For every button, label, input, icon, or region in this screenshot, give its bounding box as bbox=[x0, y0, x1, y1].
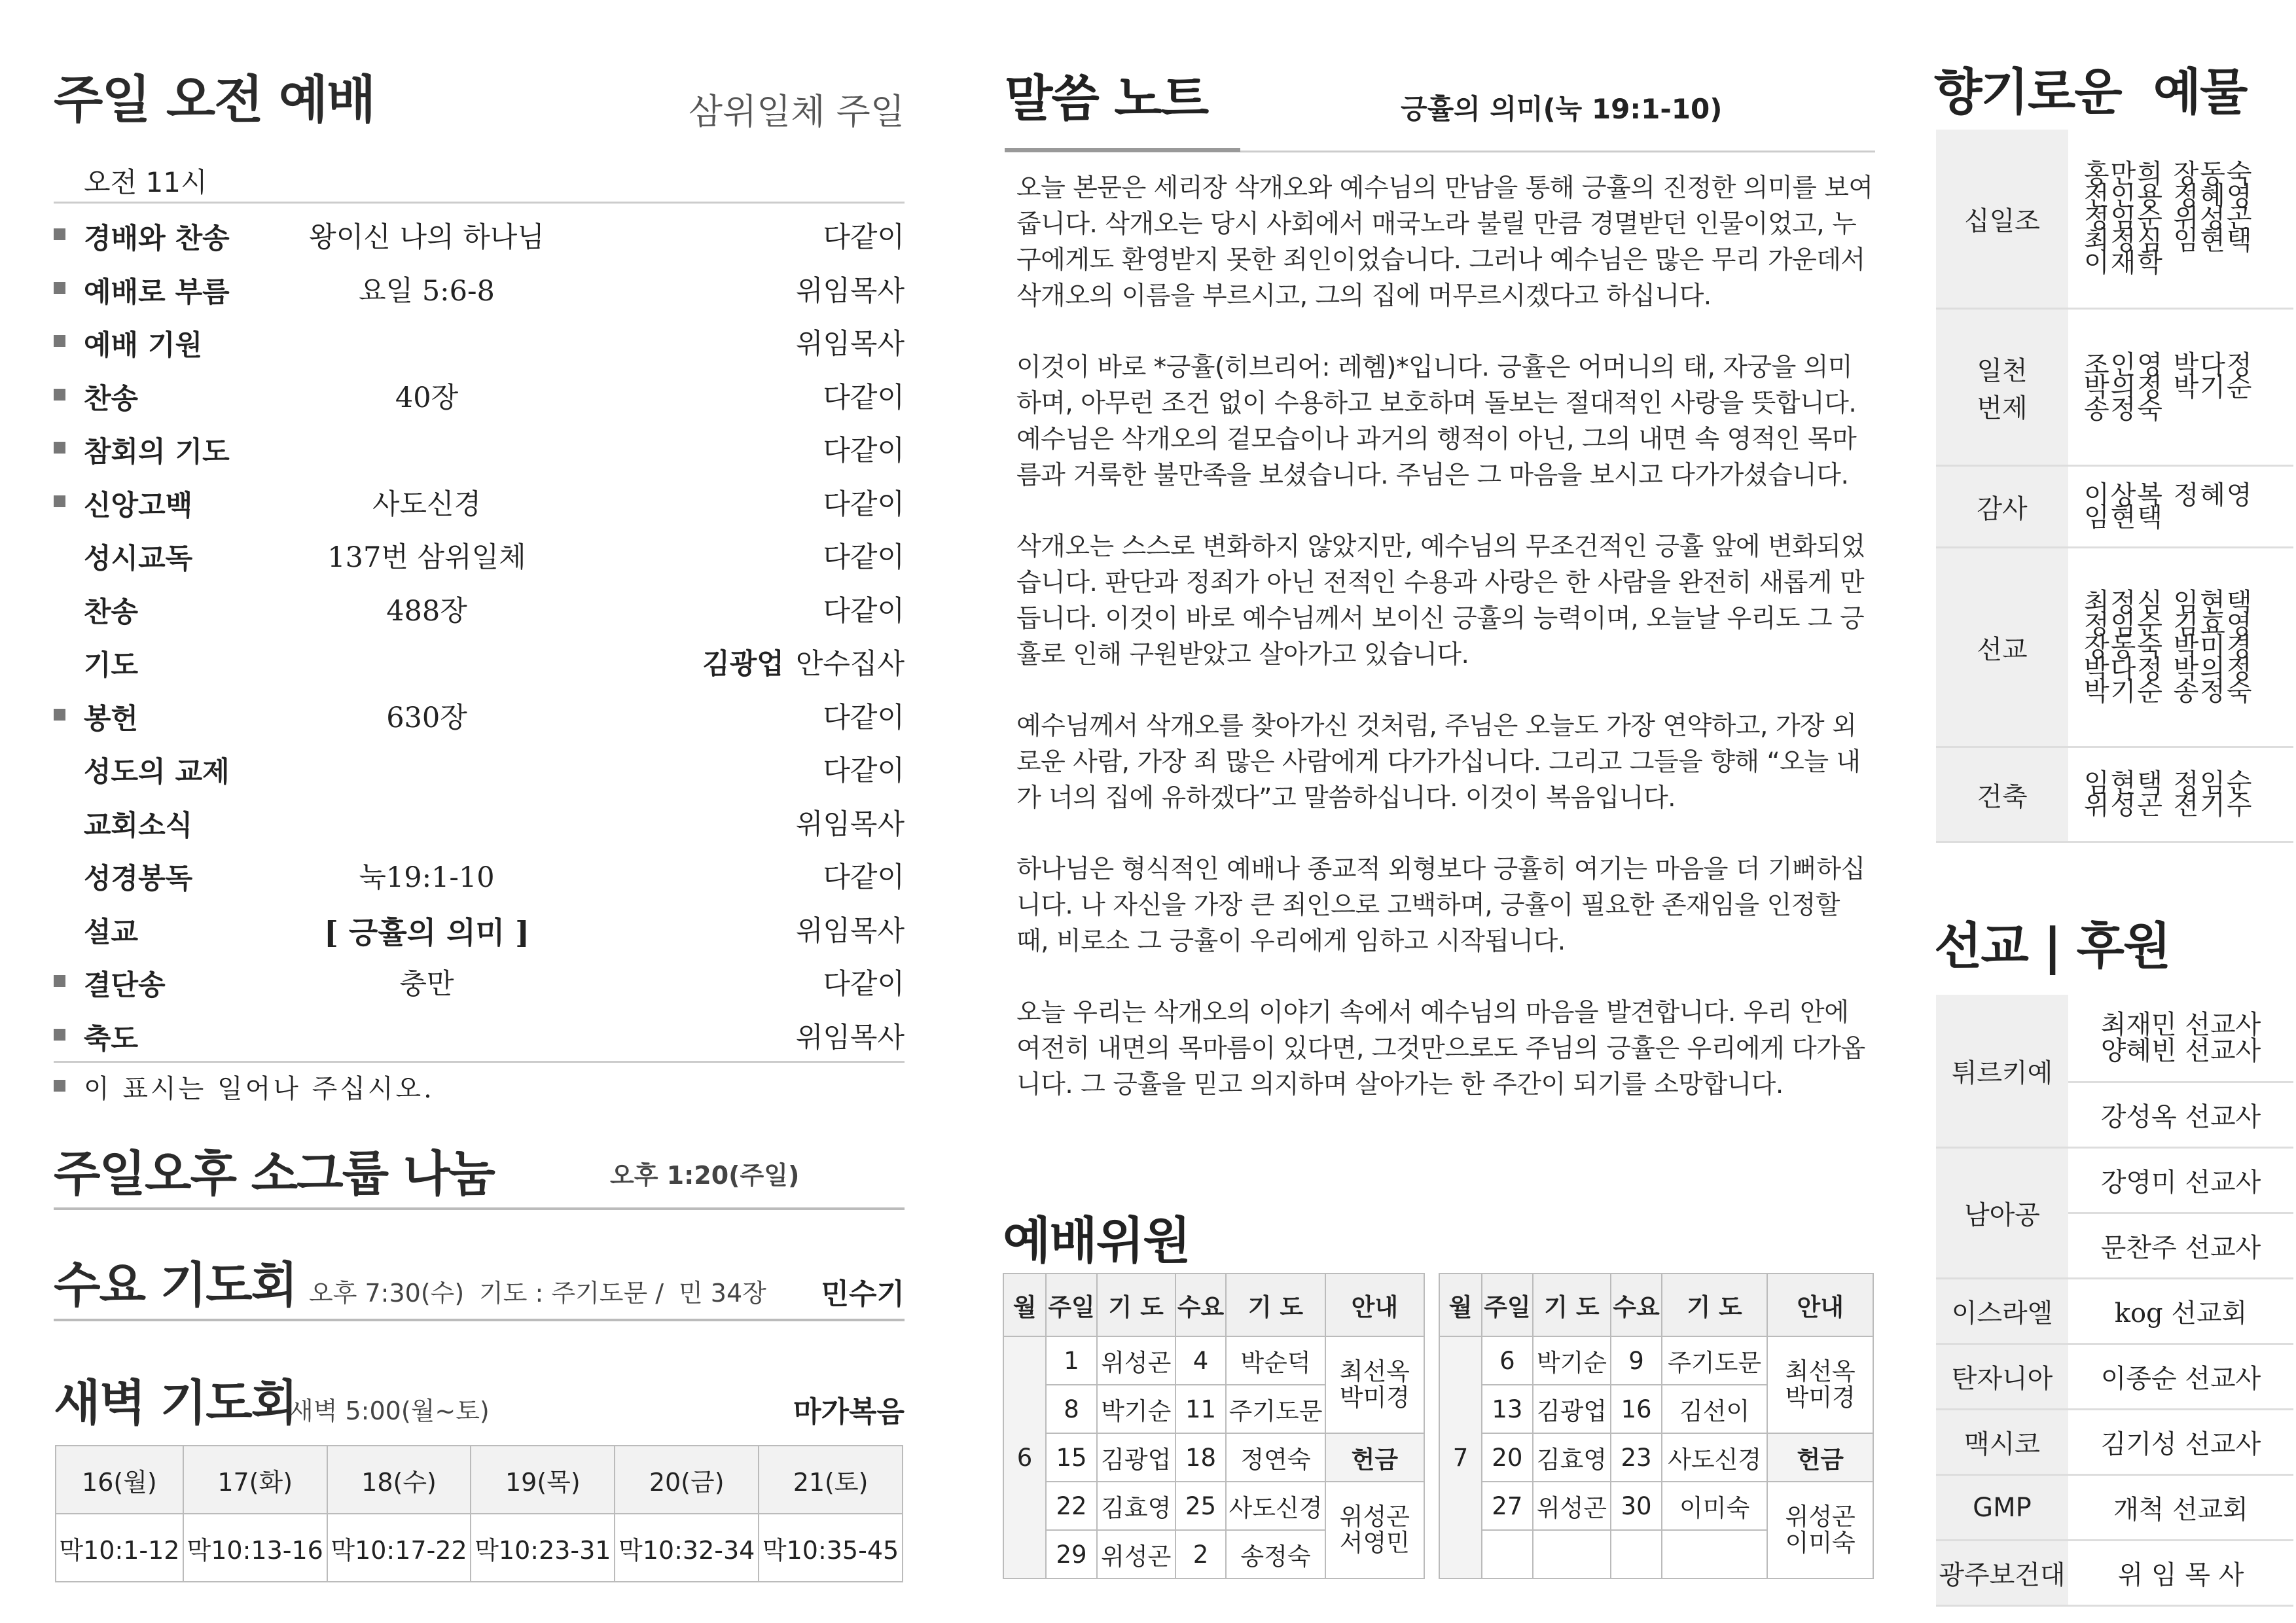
sunday-prayer: 박기순 bbox=[1097, 1385, 1175, 1433]
col-header: 월 bbox=[1439, 1274, 1482, 1336]
sunday-date: 8 bbox=[1046, 1385, 1097, 1433]
mission-value bbox=[2068, 995, 2293, 1082]
wed-prayer: 사도신경 bbox=[1226, 1482, 1325, 1530]
sunday-date: 13 bbox=[1482, 1385, 1533, 1433]
mission-row bbox=[1936, 1541, 2293, 1606]
sermon-note-section bbox=[1005, 59, 1875, 1099]
sunday-date: 20 bbox=[1482, 1433, 1533, 1482]
mission-value: 김기성 선교사 bbox=[2068, 1410, 2293, 1475]
mission-value: 개척 선교회 bbox=[2068, 1475, 2293, 1541]
mission-row bbox=[1936, 1410, 2293, 1475]
guide-cell bbox=[1767, 1482, 1873, 1578]
order-item-leader bbox=[796, 909, 905, 949]
order-item-role: 위임목사 bbox=[795, 274, 905, 308]
afternoon-section bbox=[54, 1135, 905, 1210]
offering-label bbox=[1936, 747, 2068, 842]
dawn-reading: 막10:32-34 bbox=[615, 1514, 759, 1582]
sunday-prayer: 김효영 bbox=[1097, 1482, 1175, 1530]
offering-group-row bbox=[1936, 466, 2293, 548]
order-item-title: 교회소식 bbox=[84, 809, 193, 842]
order-item-detail: 40장 bbox=[395, 381, 459, 414]
wed-prayer: 주기도문 bbox=[1226, 1385, 1325, 1433]
order-item-leader bbox=[823, 535, 905, 575]
dawn-reading: 막10:1-12 bbox=[56, 1514, 183, 1582]
order-item-leader bbox=[796, 322, 905, 362]
order-item bbox=[54, 740, 905, 793]
order-item-role: 위임목사 bbox=[795, 808, 905, 841]
order-item bbox=[54, 206, 905, 260]
order-item-leader bbox=[823, 589, 905, 629]
order-item-title: 경배와 찬송 bbox=[84, 223, 230, 255]
dawn-day: 20(금) bbox=[615, 1446, 759, 1514]
order-item-leader bbox=[823, 429, 905, 469]
missionary-name: 양혜빈 선교사 bbox=[2100, 1036, 2261, 1066]
order-item-role: 안수집사 bbox=[795, 648, 905, 681]
order-item bbox=[54, 633, 905, 687]
order-item-leader bbox=[702, 642, 905, 682]
missions-title: 선교 | 후원 bbox=[1934, 917, 2170, 975]
order-item-leader bbox=[823, 696, 905, 736]
order-item-leader bbox=[796, 802, 905, 842]
order-item-title: 예배 기원 bbox=[84, 329, 203, 362]
order-item bbox=[54, 580, 905, 633]
order-item-title: 결단송 bbox=[84, 969, 166, 1002]
dawn-day: 16(월) bbox=[56, 1446, 183, 1514]
order-item-leader bbox=[796, 1016, 905, 1056]
sermon-paragraph: 삭개오는 스스로 변화하지 않았지만, 예수님의 무조건적인 긍휼 앞에 변화되었습니다. 판단과 정죄가 아닌 전적인 수용과 사랑은 한 사람을 완전히 새롭게 만듭니다. 이것이 바로 예수님께서 보이신 긍휼의 능력이며, 오늘날 우리도 그 긍휼로 인해 구원받았고 살아가고 있습니다. bbox=[1016, 532, 1865, 669]
dawn-reading: 막10:13-16 bbox=[183, 1514, 327, 1582]
stand-bullet-icon bbox=[54, 709, 65, 721]
stand-bullet-icon bbox=[54, 495, 65, 507]
offerings-title: 향기로운 예물 bbox=[1934, 63, 2247, 121]
offering-label-text: 십일조 bbox=[1964, 205, 2040, 236]
order-item-detail: 왕이신 나의 하나님 bbox=[309, 221, 545, 254]
title-underline bbox=[1005, 148, 1240, 152]
order-item bbox=[54, 473, 905, 527]
col-header: 안내 bbox=[1767, 1274, 1873, 1336]
dawn-reading: 막10:17-22 bbox=[327, 1514, 471, 1582]
offering-name-line: 박다정 박의정 bbox=[2084, 654, 2253, 685]
mission-row bbox=[1936, 1148, 2293, 1213]
worship-staff-june-table bbox=[1003, 1273, 1425, 1579]
order-item-role: 위임목사 bbox=[795, 328, 905, 361]
order-item bbox=[54, 953, 905, 1007]
order-item-leader bbox=[823, 376, 905, 416]
sermon-body bbox=[1016, 170, 1874, 1138]
offerings-table bbox=[1936, 130, 2293, 843]
wed-date: 4 bbox=[1175, 1336, 1227, 1385]
order-item-detail: 137번 삼위일체 bbox=[327, 541, 526, 574]
offering-name-line: 최정심 임현택 bbox=[2084, 588, 2253, 618]
mission-country: 맥시코 bbox=[1936, 1410, 2068, 1475]
offering-label-text: 번제 bbox=[1977, 393, 2028, 423]
wednesday-section bbox=[54, 1247, 905, 1321]
order-item-role: 다같이 bbox=[823, 541, 905, 574]
offering-cell: 헌금 bbox=[1325, 1433, 1424, 1482]
sunday-date: 29 bbox=[1046, 1530, 1097, 1578]
order-item-leader bbox=[796, 269, 905, 309]
offering-label bbox=[1936, 130, 2068, 309]
wed-date: 11 bbox=[1175, 1385, 1227, 1433]
order-item bbox=[54, 687, 905, 740]
mission-country: 튀르키예 bbox=[1936, 995, 2068, 1148]
offering-name-line: 이상복 정혜영 bbox=[2084, 480, 2253, 510]
mission-value: 강영미 선교사 bbox=[2068, 1148, 2293, 1213]
sunday-prayer: 위성곤 bbox=[1097, 1336, 1175, 1385]
guide-name: 최선옥 bbox=[1785, 1357, 1856, 1385]
offering-label bbox=[1936, 309, 2068, 466]
sunday-name: 삼위일체 주일 bbox=[688, 91, 905, 132]
mission-country: 남아공 bbox=[1936, 1148, 2068, 1279]
mission-country: 탄자니아 bbox=[1936, 1344, 2068, 1410]
empty-cell bbox=[1533, 1530, 1611, 1578]
offering-group-row bbox=[1936, 747, 2293, 842]
order-item-title: 찬송 bbox=[84, 596, 139, 629]
sunday-prayer: 위성곤 bbox=[1533, 1482, 1611, 1530]
col-header: 주일 bbox=[1482, 1274, 1533, 1336]
order-item-detail: 630장 bbox=[386, 701, 467, 734]
order-item-detail: 충만 bbox=[399, 968, 454, 1001]
offering-label-text: 일천 bbox=[1977, 355, 2028, 386]
dawn-day: 17(화) bbox=[183, 1446, 327, 1514]
stand-bullet-icon bbox=[54, 228, 65, 240]
order-item bbox=[54, 313, 905, 366]
wed-date: 25 bbox=[1175, 1482, 1227, 1530]
stand-bullet-icon bbox=[54, 442, 65, 454]
order-item-title: 기도 bbox=[84, 649, 139, 682]
guide-cell bbox=[1767, 1336, 1873, 1433]
order-item-role: 다같이 bbox=[823, 861, 905, 894]
worship-staff-title: 예배위원 bbox=[1003, 1211, 1190, 1270]
dawn-book: 마가복음 bbox=[793, 1395, 905, 1429]
dawn-reading: 막10:23-31 bbox=[471, 1514, 615, 1582]
order-item bbox=[54, 260, 905, 313]
offering-label-text: 선교 bbox=[1977, 634, 2028, 665]
wednesday-prayer: 기도 : 주기도문 / bbox=[479, 1279, 664, 1308]
offering-names bbox=[2068, 747, 2293, 842]
sunday-date: 22 bbox=[1046, 1482, 1097, 1530]
sunday-date: 1 bbox=[1046, 1336, 1097, 1385]
mission-value: 문찬주 선교사 bbox=[2068, 1213, 2293, 1279]
offering-label-text: 건축 bbox=[1977, 781, 2028, 812]
wed-prayer: 김선이 bbox=[1662, 1385, 1768, 1433]
sunday-date: 27 bbox=[1482, 1482, 1533, 1530]
wed-date: 2 bbox=[1175, 1530, 1227, 1578]
col-header: 안내 bbox=[1325, 1274, 1424, 1336]
empty-cell bbox=[1482, 1530, 1533, 1578]
offering-names bbox=[2068, 130, 2293, 309]
mission-value: kog 선교회 bbox=[2068, 1279, 2293, 1344]
order-item-detail: 488장 bbox=[386, 594, 467, 628]
order-item-title: 예배로 부름 bbox=[84, 276, 230, 309]
offering-label bbox=[1936, 548, 2068, 747]
offering-names bbox=[2068, 466, 2293, 548]
order-item-title: 찬송 bbox=[84, 382, 139, 416]
order-item-title: 신앙고백 bbox=[84, 489, 193, 522]
order-item-title: 참회의 기도 bbox=[84, 436, 230, 469]
offering-name-line: 임현택 정임순 bbox=[2084, 768, 2253, 798]
wednesday-hymn: 민 34장 bbox=[679, 1279, 766, 1308]
order-item-role: 다같이 bbox=[823, 435, 905, 467]
morning-worship-section bbox=[54, 59, 905, 1109]
dawn-title: 새벽 기도회 bbox=[54, 1375, 297, 1431]
wednesday-text: 민수기 bbox=[821, 1277, 905, 1311]
stand-note-text: 이 표시는 일어나 주십시오. bbox=[84, 1074, 435, 1104]
order-item-role: 다같이 bbox=[823, 755, 905, 787]
stand-bullet-icon bbox=[54, 1080, 65, 1092]
empty-cell bbox=[1662, 1530, 1768, 1578]
offering-name-line: 조인영 박다정 bbox=[2084, 349, 2253, 380]
col-header: 수요 bbox=[1175, 1274, 1227, 1336]
order-item bbox=[54, 846, 905, 900]
order-item-leader bbox=[823, 749, 905, 789]
wed-prayer: 송정숙 bbox=[1226, 1530, 1325, 1578]
stand-bullet-icon bbox=[54, 282, 65, 294]
afternoon-title: 주일오후 소그룹 나눔 bbox=[54, 1146, 494, 1202]
dawn-schedule-table bbox=[55, 1445, 903, 1582]
sunday-prayer: 김광업 bbox=[1097, 1433, 1175, 1482]
mission-country: GMP bbox=[1936, 1475, 2068, 1541]
order-item-detail: 사도신경 bbox=[372, 488, 482, 521]
sunday-date: 6 bbox=[1482, 1336, 1533, 1385]
offering-name-line: 임현택 bbox=[2084, 503, 2164, 533]
sunday-prayer: 김효영 bbox=[1533, 1433, 1611, 1482]
wed-date: 23 bbox=[1611, 1433, 1662, 1482]
offering-name-line: 박기순 송정숙 bbox=[2084, 677, 2253, 707]
morning-worship-title: 주일 오전 예배 bbox=[54, 71, 375, 130]
order-item-detail: [ 긍휼의 의미 ] bbox=[324, 914, 529, 950]
order-item-role: 다같이 bbox=[823, 701, 905, 734]
sermon-paragraph: 하나님은 형식적인 예배나 종교적 외형보다 긍휼히 여기는 마음을 더 기뻐하십니다. 나 자신을 가장 큰 죄인으로 고백하며, 긍휼이 필요한 존재임을 인정할 때, 비로소 그 긍휼이 우리에게 임하고 시작됩니다. bbox=[1016, 855, 1865, 956]
offering-name-line: 박의정 박기순 bbox=[2084, 372, 2253, 402]
order-item bbox=[54, 366, 905, 420]
guide-name: 박미경 bbox=[1339, 1383, 1410, 1412]
wed-prayer: 사도신경 bbox=[1662, 1433, 1768, 1482]
col-header: 기 도 bbox=[1097, 1274, 1175, 1336]
mission-row bbox=[1936, 1475, 2293, 1541]
guide-name: 위성곤 bbox=[1785, 1503, 1856, 1531]
offering-name-line: 이재학 bbox=[2084, 248, 2164, 278]
guide-name: 위성곤 bbox=[1339, 1503, 1410, 1531]
offering-name-line: 홍만희 장동숙 bbox=[2084, 159, 2253, 189]
order-item-title: 축도 bbox=[84, 1022, 139, 1056]
mission-country: 광주보건대 bbox=[1936, 1541, 2068, 1606]
order-item bbox=[54, 900, 905, 954]
afternoon-time: 오후 1:20(주일) bbox=[610, 1161, 800, 1190]
offering-name-line: 송정숙 bbox=[2084, 394, 2164, 425]
dawn-reading: 막10:35-45 bbox=[759, 1514, 903, 1582]
dawn-day: 19(목) bbox=[471, 1446, 615, 1514]
mission-country: 이스라엘 bbox=[1936, 1279, 2068, 1344]
missionary-name: 최재민 선교사 bbox=[2100, 1010, 2261, 1040]
order-item-title: 설교 bbox=[84, 916, 139, 949]
order-item-role: 다같이 bbox=[823, 594, 905, 628]
sunday-prayer: 위성곤 bbox=[1097, 1530, 1175, 1578]
order-item bbox=[54, 526, 905, 580]
offering-names bbox=[2068, 309, 2293, 466]
wed-prayer: 이미숙 bbox=[1662, 1482, 1768, 1530]
mission-value: 위 임 목 사 bbox=[2068, 1541, 2293, 1606]
wed-date: 9 bbox=[1611, 1336, 1662, 1385]
offering-name-line: 정임순 위성곤 bbox=[2084, 204, 2253, 234]
dawn-section bbox=[54, 1364, 905, 1436]
offering-group-row bbox=[1936, 130, 2293, 309]
mission-row bbox=[1936, 995, 2293, 1082]
order-item-title: 성경봉독 bbox=[84, 863, 193, 895]
mission-value: 이종순 선교사 bbox=[2068, 1344, 2293, 1410]
dawn-day: 21(토) bbox=[759, 1446, 903, 1514]
missions-table bbox=[1936, 995, 2293, 1607]
mission-row bbox=[1936, 1279, 2293, 1344]
mission-value: 강성옥 선교사 bbox=[2068, 1082, 2293, 1148]
sunday-prayer: 김광업 bbox=[1533, 1385, 1611, 1433]
stand-note bbox=[54, 1061, 905, 1109]
guide-cell bbox=[1325, 1336, 1424, 1433]
col-header: 기 도 bbox=[1662, 1274, 1768, 1336]
order-of-worship bbox=[54, 206, 905, 1060]
col-header: 기 도 bbox=[1226, 1274, 1325, 1336]
order-item-leader bbox=[823, 215, 905, 255]
empty-cell bbox=[1611, 1530, 1662, 1578]
order-item-title: 봉헌 bbox=[84, 702, 139, 736]
offering-label-text: 감사 bbox=[1977, 493, 2028, 524]
order-item-title: 성시교독 bbox=[84, 543, 193, 575]
wed-prayer: 박순덕 bbox=[1226, 1336, 1325, 1385]
wed-date: 30 bbox=[1611, 1482, 1662, 1530]
order-item-role: 위임목사 bbox=[795, 914, 905, 948]
guide-cell bbox=[1325, 1482, 1424, 1578]
offering-cell: 헌금 bbox=[1767, 1433, 1873, 1482]
sermon-subtitle: 긍휼의 의미(눅 19:1-10) bbox=[1401, 93, 1723, 125]
wed-prayer: 정연숙 bbox=[1226, 1433, 1325, 1482]
col-header: 수요 bbox=[1611, 1274, 1662, 1336]
order-item-leader bbox=[823, 855, 905, 895]
col-header: 주일 bbox=[1046, 1274, 1097, 1336]
wednesday-time: 오후 7:30(수) bbox=[309, 1279, 465, 1308]
col-header: 월 bbox=[1003, 1274, 1046, 1336]
sunday-date: 15 bbox=[1046, 1433, 1097, 1482]
stand-bullet-icon bbox=[54, 389, 65, 401]
worship-staff-july-table bbox=[1439, 1273, 1874, 1579]
order-item-person: 김광업 bbox=[702, 648, 784, 681]
order-item-role: 다같이 bbox=[823, 221, 905, 254]
guide-name: 이미숙 bbox=[1785, 1529, 1856, 1557]
order-item bbox=[54, 1007, 905, 1060]
sermon-paragraph: 오늘 우리는 삭개오의 이야기 속에서 예수님의 마음을 발견합니다. 우리 안에 여전히 내면의 목마름이 있다면, 그것만으로도 주님의 긍휼은 우리에게 다가옵니다. 그 긍휼을 믿고 의지하며 살아가는 한 주간이 되기를 소망합니다. bbox=[1016, 998, 1865, 1099]
order-item-detail: 눅19:1-10 bbox=[359, 861, 495, 894]
mission-row bbox=[1936, 1344, 2293, 1410]
offering-name-line: 정임순 김효영 bbox=[2084, 610, 2253, 640]
wed-prayer: 주기도문 bbox=[1662, 1336, 1768, 1385]
col-header: 기 도 bbox=[1533, 1274, 1611, 1336]
sermon-paragraph: 오늘 본문은 세리장 삭개오와 예수님의 만남을 통해 긍휼의 진정한 의미를 보여줍니다. 삭개오는 당시 사회에서 매국노라 불릴 만큼 경멸받던 인물이었고, 누구에게도 환영받지 못한 죄인이었습니다. 그러나 예수님은 많은 무리 가운데서 삭개오의 이름을 부르시고, 그의 집에 머무르시겠다고 하십니다. bbox=[1016, 173, 1873, 311]
stand-bullet-icon bbox=[54, 335, 65, 347]
order-item-role: 위임목사 bbox=[795, 1021, 905, 1054]
offering-name-line: 최정심 임현택 bbox=[2084, 226, 2253, 256]
offering-names bbox=[2068, 548, 2293, 747]
guide-name: 서영민 bbox=[1339, 1529, 1410, 1557]
sermon-paragraph: 이것이 바로 *긍휼(히브리어: 레헴)*입니다. 긍휼은 어머니의 태, 자궁을 의미하며, 아무런 조건 없이 수용하고 보호하며 돌보는 절대적인 사랑을 뜻합니다. 예수님은 삭개오의 겉모습이나 과거의 행적이 아닌, 그의 내면 속 영적인 목마름과 거룩한 불만족을 보셨습니다. 주님은 그 마음을 보시고 다가가셨습니다. bbox=[1016, 353, 1857, 490]
sunday-prayer: 박기순 bbox=[1533, 1336, 1611, 1385]
offering-name-line: 장동숙 박미경 bbox=[2084, 632, 2253, 662]
order-item-role: 다같이 bbox=[823, 968, 905, 1001]
offering-label bbox=[1936, 466, 2068, 548]
guide-name: 최선옥 bbox=[1339, 1357, 1410, 1385]
wednesday-title: 수요 기도회 bbox=[54, 1257, 297, 1313]
stand-bullet-icon bbox=[54, 975, 65, 987]
order-item-leader bbox=[823, 482, 905, 522]
month-cell: 6 bbox=[1003, 1336, 1046, 1578]
order-item-title: 성도의 교제 bbox=[84, 756, 230, 789]
sermon-paragraph: 예수님께서 삭개오를 찾아가신 것처럼, 주님은 오늘도 가장 연약하고, 가장 외로운 사람, 가장 죄 많은 사람에게 다가가십니다. 그리고 그들을 향해 “오늘 내가 너의 집에 유하겠다”고 말씀하십니다. 이것이 복음입니다. bbox=[1016, 711, 1861, 813]
offering-group-row bbox=[1936, 548, 2293, 747]
offering-group-row bbox=[1936, 309, 2293, 466]
order-item bbox=[54, 419, 905, 473]
month-cell: 7 bbox=[1439, 1336, 1482, 1578]
guide-name: 박미경 bbox=[1785, 1383, 1856, 1412]
dawn-day: 18(수) bbox=[327, 1446, 471, 1514]
sermon-note-title: 말씀 노트 bbox=[1005, 69, 1208, 128]
wed-date: 16 bbox=[1611, 1385, 1662, 1433]
offering-name-line: 전인용 정혜영 bbox=[2084, 181, 2253, 211]
worship-time: 오전 11시 bbox=[54, 161, 905, 204]
order-item bbox=[54, 793, 905, 847]
order-item-leader bbox=[823, 962, 905, 1002]
order-item-detail: 요일 5:6-8 bbox=[359, 274, 495, 308]
offering-name-line: 위성곤 전기수 bbox=[2084, 791, 2253, 821]
order-item-role: 다같이 bbox=[823, 488, 905, 521]
sermon-note-header bbox=[1005, 59, 1875, 152]
wed-date: 18 bbox=[1175, 1433, 1227, 1482]
dawn-time: 새벽 5:00(월~토) bbox=[289, 1397, 490, 1425]
order-item-role: 다같이 bbox=[823, 381, 905, 414]
stand-bullet-icon bbox=[54, 1029, 65, 1041]
